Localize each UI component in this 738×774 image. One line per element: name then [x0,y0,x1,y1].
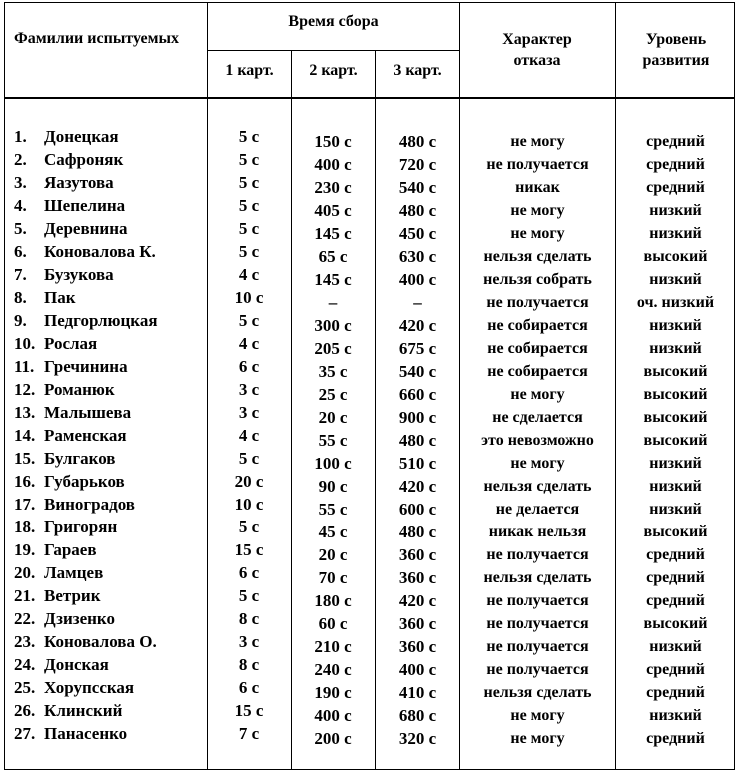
row-number: 6. [14,241,27,261]
time-card-2-cell: 20 с [318,545,348,565]
refusal-type-cell: не сделается [492,408,583,426]
time-card-1-cell: 10 с [234,287,264,307]
refusal-type-cell: не получается [486,615,589,633]
row-number: 13. [14,402,36,422]
time-card-3-cell: 400 с [398,660,437,680]
surname-cell: Дзизенко [44,609,115,629]
row-number: 1. [14,127,27,146]
time-card-1-cell: 5 с [238,218,260,238]
time-card-1-cell: 6 с [238,563,260,583]
development-level-cell: средний [646,155,705,173]
time-card-1-cell: 4 с [238,333,260,353]
time-card-2-cell: 400 с [314,706,352,726]
time-card-1-cell: 4 с [238,425,260,445]
time-card-1-cell: 3 с [238,632,260,652]
refusal-type-cell: нельзя сделать [483,684,592,702]
refusal-type-cell: нельзя сделать [483,247,592,265]
refusal-type-cell: не могу [510,224,565,242]
development-level-cell: высокий [643,362,708,380]
development-level-cell: средний [646,592,705,610]
surname-cell: Булгаков [44,448,116,468]
time-card-2-cell: 55 с [318,499,348,519]
time-card-3-cell: 360 с [398,614,437,634]
refusal-type-cell: никак [515,178,560,196]
time-card-2-cell: 55 с [318,430,348,450]
development-level-cell: низкий [649,638,702,656]
refusal-type-cell: нельзя сделать [483,569,592,587]
surname-cell: Гараев [44,540,97,560]
time-card-1-cell: 4 с [238,264,260,284]
development-level-cell: низкий [649,316,702,334]
refusal-type-cell: нельзя собрать [483,270,592,288]
refusal-type-cell: не могу [510,454,565,472]
row-number: 3. [14,172,27,192]
row-number: 7. [14,264,27,284]
refusal-type-cell: не собирается [487,316,588,334]
development-level-cell: средний [646,661,705,679]
header-card-1: 1 карт. [225,62,274,79]
refusal-type-cell: не собирается [487,362,588,380]
time-card-3-cell: 360 с [398,545,437,565]
surname-cell: Губарьков [44,471,125,491]
row-number: 4. [14,195,27,215]
row-number: 19. [14,540,36,560]
surname-cell: Григорян [44,517,118,537]
surname-cell: Хорупсская [44,678,135,698]
time-card-1-cell: 5 с [238,127,260,146]
surname-cell: Гречинина [44,356,128,376]
time-subheader-divider [208,50,459,51]
time-card-1-cell: 6 с [238,678,260,698]
time-card-2-cell: 35 с [318,361,348,381]
surname-cell: Виноградов [44,494,135,514]
time-card-1-cell: 5 с [238,172,260,192]
time-card-3-cell: 420 с [398,315,437,335]
time-card-3-cell: 680 с [398,706,437,726]
surname-cell: Деревнина [44,218,128,238]
time-card-2-cell: 65 с [318,246,348,266]
time-card-2-cell: 180 с [314,591,352,611]
surname-cell: Коновалова К. [44,241,156,261]
row-number: 5. [14,218,27,238]
time-card-1-cell: 20 с [234,471,264,491]
time-card-2-cell: 20 с [318,407,348,427]
development-level-cell: низкий [649,201,702,219]
time-card-2-cell: 100 с [314,453,352,473]
refusal-type-cell: никак нельзя [488,523,587,541]
development-level-cell: средний [646,684,705,702]
refusal-type-cell: не получается [486,293,589,311]
development-level-cell: средний [646,569,705,587]
surname-cell: Ламцев [44,563,104,583]
time-card-3-cell: 660 с [398,384,437,404]
time-card-3-cell: 540 с [398,361,437,381]
time-card-2-cell: 150 с [314,132,352,151]
time-card-1-cell: 5 с [238,586,260,606]
time-card-1-cell: 8 с [238,655,260,675]
row-number: 27. [14,724,36,744]
row-number: 16. [14,471,36,491]
time-card-3-cell: 540 с [398,177,437,197]
development-level-cell: высокий [643,385,708,403]
refusal-type-cell: не делается [495,500,580,518]
row-number: 15. [14,448,36,468]
row-number: 24. [14,655,36,675]
surname-cell: Ветрик [44,586,101,606]
refusal-type-cell: не могу [510,730,565,748]
development-level-cell: средний [646,133,705,150]
surname-cell: Яазутова [44,172,114,192]
surname-cell: Панасенко [44,724,128,744]
refusal-type-cell: не могу [510,385,565,403]
time-card-3-cell: 360 с [398,637,437,657]
surname-cell: Пак [44,287,76,307]
development-level-cell: низкий [649,224,702,242]
row-number: 21. [14,586,36,606]
header-development-level: Уровень развития [642,31,710,69]
header-refusal-type: Характер отказа [502,31,572,69]
row-number: 26. [14,701,36,721]
time-card-2-cell: 45 с [318,522,348,542]
time-card-3-cell: 600 с [398,499,437,519]
development-level-cell: низкий [649,270,702,288]
header-surname: Фамилии испытуемых [14,30,179,47]
refusal-type-cell: не получается [486,638,589,656]
surname-cell: Раменская [44,425,127,445]
time-card-1-cell: 5 с [238,195,260,215]
development-level-cell: низкий [649,339,702,357]
time-card-2-cell: 230 с [314,177,352,197]
time-card-1-cell: 5 с [238,149,260,169]
time-card-2-cell: 70 с [318,568,348,588]
row-number: 25. [14,678,36,698]
refusal-type-cell: не получается [486,592,589,610]
row-number: 9. [14,310,27,330]
time-card-2-cell: 25 с [318,384,348,404]
results-table [4,2,735,770]
time-card-2-cell: 145 с [314,223,352,243]
surname-cell: Шепелина [44,195,126,215]
development-level-cell: высокий [643,247,708,265]
refusal-type-cell: не могу [510,707,565,725]
row-number: 8. [14,287,27,307]
header-bottom-border [4,97,735,99]
time-card-3-cell: 720 с [398,154,437,174]
time-card-3-cell: 480 с [398,132,437,151]
time-card-2-cell: 300 с [314,315,352,335]
refusal-type-cell: не могу [510,201,565,219]
surname-cell: Коновалова О. [44,632,157,652]
time-card-1-cell: 15 с [234,540,264,560]
refusal-type-cell: нельзя сделать [483,477,592,495]
surname-cell: Романюк [44,379,115,399]
surname-cell: Малышева [44,402,132,422]
development-level-cell: средний [646,730,705,748]
time-card-1-cell: 5 с [238,241,260,261]
refusal-type-cell: не могу [510,133,565,150]
time-card-3-cell: 480 с [398,430,437,450]
time-card-2-cell: 90 с [318,476,348,496]
time-card-3-cell: 320 с [398,729,437,749]
row-number: 10. [14,333,36,353]
time-card-1-cell: 7 с [238,724,260,744]
time-card-3-cell: 630 с [398,246,437,266]
time-card-2-cell: 240 с [314,660,352,680]
surname-cell: Педгорлюцкая [44,310,158,330]
development-level-cell: средний [646,546,705,564]
development-level-cell: низкий [649,454,702,472]
time-card-1-cell: 15 с [234,701,264,721]
time-card-2-cell: 210 с [314,637,352,657]
time-card-1-cell: 5 с [238,517,260,537]
development-level-cell: низкий [649,477,702,495]
time-card-1-cell: 3 с [238,379,260,399]
time-card-1-cell: 5 с [238,310,260,330]
row-number: 20. [14,563,36,583]
time-card-2-cell: 205 с [314,338,352,358]
time-card-1-cell: 10 с [234,494,264,514]
surname-cell: Донецкая [44,127,119,146]
row-number: 17. [14,494,36,514]
time-card-3-cell: 360 с [398,568,437,588]
refusal-type-cell: не получается [486,155,589,173]
surname-cell: Рослая [44,333,98,353]
development-level-cell: высокий [643,408,708,426]
time-card-2-cell: 405 с [314,200,352,220]
time-card-3-cell: 450 с [398,223,437,243]
development-level-cell: высокий [643,615,708,633]
header-card-3: 3 карт. [393,62,442,79]
surname-cell: Сафроняк [44,149,124,169]
surname-cell: Бузукова [44,264,114,284]
development-level-cell: высокий [643,523,708,541]
header-card-2: 2 карт. [309,62,358,79]
refusal-type-cell: не получается [486,546,589,564]
row-number: 23. [14,632,36,652]
time-card-1-cell: 5 с [238,448,260,468]
time-card-2-cell: 400 с [314,154,352,174]
development-level-cell: оч. низкий [636,293,715,311]
row-number: 12. [14,379,36,399]
development-level-cell: низкий [649,707,702,725]
time-card-3-cell: 480 с [398,522,437,542]
development-level-cell: средний [646,178,705,196]
time-card-2-cell: 190 с [314,683,352,703]
time-card-3-cell: 420 с [398,476,437,496]
refusal-type-cell: это невозможно [481,431,594,449]
refusal-type-cell: не получается [486,661,589,679]
time-card-2-cell: 60 с [318,614,348,634]
time-card-3-cell: 420 с [398,591,437,611]
development-level-cell: высокий [643,431,708,449]
time-card-2-cell: – [328,292,338,312]
time-card-2-cell: 200 с [314,729,352,749]
row-number: 2. [14,149,27,169]
time-card-3-cell: – [413,292,422,312]
surname-cell: Донская [44,655,109,675]
time-card-1-cell: 6 с [238,356,260,376]
time-card-3-cell: 900 с [398,407,437,427]
time-card-3-cell: 480 с [398,200,437,220]
row-number: 14. [14,425,36,445]
table-bottom-border [4,769,735,770]
time-card-3-cell: 400 с [398,269,437,289]
table-top-border [4,2,735,3]
time-card-3-cell: 675 с [398,338,437,358]
development-level-cell: низкий [649,500,702,518]
time-card-3-cell: 410 с [398,683,437,703]
table-left-border [4,2,5,770]
time-card-3-cell: 510 с [398,453,437,473]
row-number: 11. [14,356,35,376]
header-collection-time: Время сбора [288,13,379,30]
row-number: 22. [14,609,36,629]
time-card-1-cell: 8 с [238,609,260,629]
row-number: 18. [14,517,36,537]
time-card-1-cell: 3 с [238,402,260,422]
refusal-type-cell: не собирается [487,339,588,357]
surname-cell: Клинский [44,701,123,721]
time-card-2-cell: 145 с [314,269,352,289]
